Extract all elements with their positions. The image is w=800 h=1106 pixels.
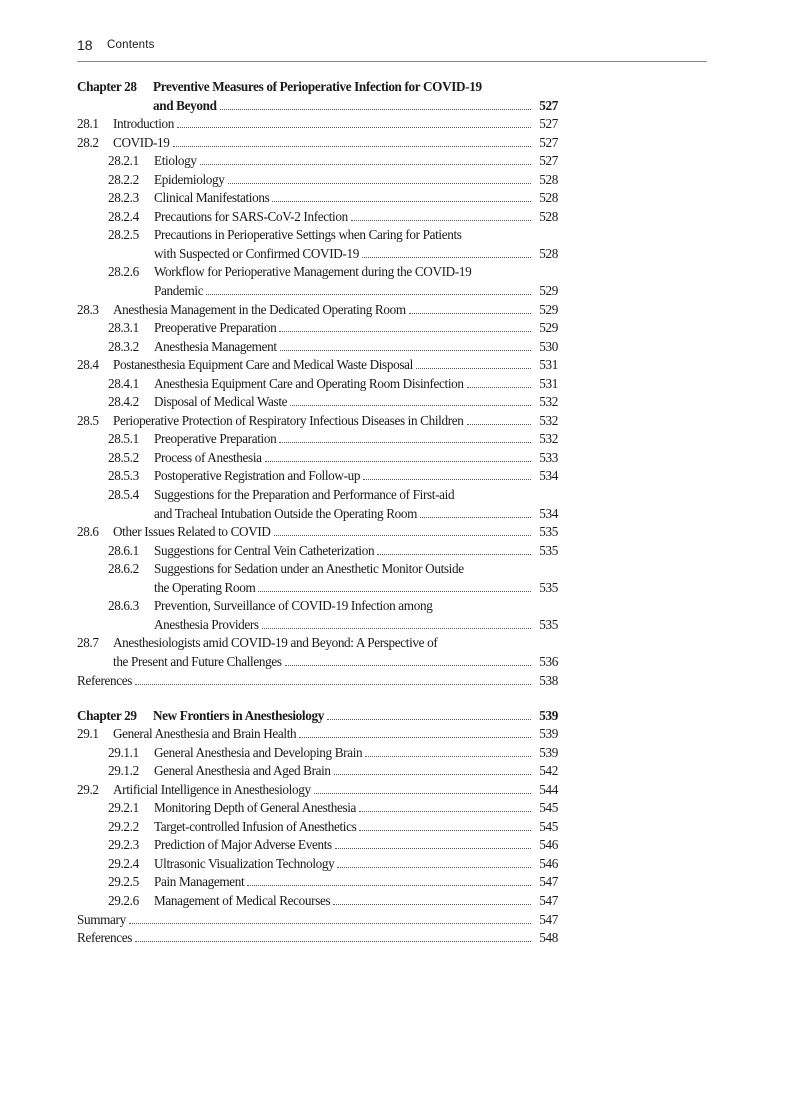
toc-number: 28.7 [77, 635, 99, 651]
toc-page-number: 545 [539, 800, 558, 816]
toc-page-number: 539 [539, 726, 558, 742]
toc-subsection-entry[interactable] [77, 319, 558, 338]
toc-entry[interactable] [77, 911, 558, 930]
toc-title: References [77, 672, 133, 688]
toc-page-number: 545 [539, 818, 558, 834]
dot-leader [365, 756, 531, 757]
toc-title: Workflow for Perioperative Management during the COVID-19 [154, 264, 472, 280]
toc-number: 28.1 [77, 116, 99, 132]
toc-title: Target-controlled Infusion of Anesthetics [154, 818, 357, 834]
toc-title: Pain Management [154, 874, 245, 890]
toc-subsection-entry[interactable] [77, 245, 558, 264]
chapter-spacer [77, 690, 558, 707]
toc-number: 28.5 [77, 412, 99, 428]
dot-leader [359, 830, 531, 831]
dot-leader [258, 591, 531, 592]
toc-chapter-entry[interactable] [77, 707, 558, 726]
toc-number: 28.2.5 [108, 227, 139, 243]
toc-subsection-entry[interactable] [77, 597, 558, 616]
toc-title: Precautions for SARS-CoV-2 Infection [154, 208, 348, 224]
toc-page-number: 535 [539, 524, 558, 540]
toc-title: Prediction of Major Adverse Events [154, 837, 332, 853]
toc-title: Precautions in Perioperative Settings when Caring for Patients [154, 227, 462, 243]
toc-number: Chapter 28 [77, 79, 137, 94]
toc-page-number: 532 [539, 431, 558, 447]
toc-subsection-entry[interactable] [77, 152, 558, 171]
toc-title: Suggestions for Central Vein Catheterization [154, 542, 375, 558]
toc-page-number: 547 [539, 911, 558, 927]
toc-section-entry[interactable] [77, 301, 558, 320]
toc-subsection-entry[interactable] [77, 430, 558, 449]
dot-leader [177, 127, 531, 128]
toc-section-entry[interactable] [77, 634, 558, 653]
dot-leader [265, 461, 531, 462]
toc-number: 28.6.1 [108, 542, 139, 558]
dot-leader [228, 183, 531, 184]
toc-subsection-entry[interactable] [77, 873, 558, 892]
toc-title: Anesthesia Equipment Care and Operating Room Disinfection [154, 375, 464, 391]
toc-number: 29.1 [77, 726, 99, 742]
toc-title: New Frontiers in Anesthesiology [153, 707, 324, 723]
toc-subsection-entry[interactable] [77, 449, 558, 468]
toc-number: 28.4 [77, 357, 99, 373]
toc-title: Monitoring Depth of General Anesthesia [154, 800, 357, 816]
toc-page-number: 547 [539, 893, 558, 909]
toc-title: Anesthesiologists amid COVID-19 and Beyond: A Perspective of [113, 635, 438, 651]
toc-number: 28.4.2 [108, 394, 139, 410]
toc-title: Preventive Measures of Perioperative Infection for COVID-19 [153, 79, 482, 94]
dot-leader [274, 535, 531, 536]
running-header [77, 37, 707, 62]
toc-number: 29.2.1 [108, 800, 139, 816]
toc-title: Artificial Intelligence in Anesthesiology [113, 781, 311, 797]
toc-title: General Anesthesia and Aged Brain [154, 763, 331, 779]
toc-number: 28.5.4 [108, 487, 139, 503]
toc-title: Perioperative Protection of Respiratory Infectious Diseases in Children [113, 412, 464, 428]
toc-page-number: 546 [539, 837, 558, 853]
toc-title: Preoperative Preparation [154, 320, 277, 336]
toc-number: 29.2.3 [108, 837, 139, 853]
dot-leader [362, 257, 531, 258]
toc-section-entry[interactable] [77, 356, 558, 375]
page-number: 18 [77, 37, 93, 53]
toc-section-entry[interactable] [77, 134, 558, 153]
dot-leader [337, 867, 531, 868]
toc-number: 28.6.3 [108, 598, 139, 614]
toc-page-number: 536 [539, 653, 558, 669]
toc-title: Preoperative Preparation [154, 431, 277, 447]
dot-leader [279, 442, 531, 443]
dot-leader [129, 923, 531, 924]
dot-leader [420, 517, 531, 518]
toc-number: 29.2.2 [108, 818, 139, 834]
toc-page-number: 532 [539, 412, 558, 428]
toc-page-number: 528 [539, 208, 558, 224]
toc-page-number: 531 [539, 357, 558, 373]
dot-leader [279, 331, 531, 332]
dot-leader [327, 719, 531, 720]
toc-title: Other Issues Related to COVID [113, 524, 271, 540]
toc-page-number: 529 [539, 320, 558, 336]
toc-number: 28.4.1 [108, 375, 139, 391]
toc-subsection-entry[interactable] [77, 855, 558, 874]
toc-number: 29.1.1 [108, 744, 139, 760]
toc-number: 28.2.2 [108, 171, 139, 187]
dot-leader [335, 848, 531, 849]
toc-subsection-entry[interactable] [77, 393, 558, 412]
running-title: Contents [107, 39, 155, 51]
toc-subsection-entry[interactable] [77, 744, 558, 763]
toc-title: Disposal of Medical Waste [154, 394, 288, 410]
toc-title: Ultrasonic Visualization Technology [154, 855, 335, 871]
toc-title: Epidemiology [154, 171, 225, 187]
toc-page-number: 535 [539, 579, 558, 595]
toc-page-number: 529 [539, 283, 558, 299]
toc-title: Introduction [113, 116, 174, 132]
toc-number: 28.6.2 [108, 561, 139, 577]
toc-number: 28.2.6 [108, 264, 139, 280]
dot-leader [416, 368, 531, 369]
toc-subsection-entry[interactable] [77, 282, 558, 301]
toc-number: 29.2.5 [108, 874, 139, 890]
toc-subsection-entry[interactable] [77, 375, 558, 394]
toc-title: Summary [77, 911, 126, 927]
toc-title: Management of Medical Recourses [154, 893, 331, 909]
toc-page-number: 544 [539, 781, 558, 797]
toc-title: and Beyond [153, 97, 217, 113]
toc-section-entry[interactable] [77, 115, 558, 134]
toc-section-entry[interactable] [77, 781, 558, 800]
toc-page-number: 529 [539, 301, 558, 317]
toc-page-number: 527 [539, 153, 558, 169]
dot-leader [173, 146, 531, 147]
dot-leader [359, 811, 531, 812]
toc-title: the Operating Room [154, 579, 256, 595]
toc-page-number: 530 [539, 338, 558, 354]
dot-leader [206, 294, 531, 295]
toc-number: 28.2.4 [108, 208, 139, 224]
toc-page-number: 535 [539, 616, 558, 632]
toc-number: 29.2.4 [108, 855, 139, 871]
toc-subsection-entry[interactable] [77, 762, 558, 781]
toc-title: Anesthesia Management in the Dedicated Operating Room [113, 301, 406, 317]
toc-title: Pandemic [154, 283, 204, 299]
dot-leader [285, 665, 531, 666]
toc-page-number: 542 [539, 763, 558, 779]
toc-page-number: 538 [539, 672, 558, 688]
dot-leader [467, 387, 531, 388]
toc-title: Clinical Manifestations [154, 190, 270, 206]
dot-leader [290, 405, 531, 406]
toc-number: 28.5.1 [108, 431, 139, 447]
toc-page-number: 528 [539, 171, 558, 187]
toc-section-entry[interactable] [77, 412, 558, 431]
toc-title: Anesthesia Management [154, 338, 277, 354]
toc-page-number: 539 [539, 707, 558, 723]
toc-page-number: 534 [539, 505, 558, 521]
toc-title: Prevention, Surveillance of COVID-19 Infection among [154, 598, 433, 614]
toc-chapter-entry[interactable] [77, 78, 558, 97]
dot-leader [409, 313, 531, 314]
toc-title: References [77, 930, 133, 946]
toc-subsection-entry[interactable] [77, 208, 558, 227]
toc-title: General Anesthesia and Developing Brain [154, 744, 363, 760]
dot-leader [200, 164, 531, 165]
toc-title: Process of Anesthesia [154, 449, 262, 465]
toc-chapter-entry[interactable] [77, 97, 558, 116]
toc-page-number: 528 [539, 245, 558, 261]
toc-subsection-entry[interactable] [77, 542, 558, 561]
toc-page-number: 535 [539, 542, 558, 558]
toc-subsection-entry[interactable] [77, 263, 558, 282]
toc-subsection-entry[interactable] [77, 836, 558, 855]
toc-number: Chapter 29 [77, 707, 137, 723]
toc-subsection-entry[interactable] [77, 892, 558, 911]
toc-title: Suggestions for Sedation under an Anesthetic Monitor Outside [154, 561, 464, 577]
toc-title: COVID-19 [113, 134, 170, 150]
toc-title: General Anesthesia and Brain Health [113, 726, 297, 742]
toc-title: and Tracheal Intubation Outside the Operating Room [154, 505, 418, 521]
toc-page-number: 528 [539, 190, 558, 206]
toc-title: Suggestions for the Preparation and Performance of First-aid [154, 487, 455, 503]
toc-subsection-entry[interactable] [77, 799, 558, 818]
toc-number: 28.3 [77, 301, 99, 317]
dot-leader [299, 737, 531, 738]
toc-section-entry[interactable] [77, 653, 558, 672]
toc-entry[interactable] [77, 672, 558, 691]
toc-title: Anesthesia Providers [154, 616, 259, 632]
dot-leader [314, 793, 531, 794]
toc-subsection-entry[interactable] [77, 171, 558, 190]
toc-title: the Present and Future Challenges [113, 653, 282, 669]
dot-leader [334, 774, 531, 775]
toc-page-number: 534 [539, 468, 558, 484]
dot-leader [135, 941, 531, 942]
toc-subsection-entry[interactable] [77, 616, 558, 635]
dot-leader [377, 554, 531, 555]
toc-page-number: 546 [539, 855, 558, 871]
toc-title: Etiology [154, 153, 197, 169]
dot-leader [363, 479, 531, 480]
toc-number: 29.1.2 [108, 763, 139, 779]
toc-number: 28.3.2 [108, 338, 139, 354]
toc-subsection-entry[interactable] [77, 560, 558, 579]
toc-section-entry[interactable] [77, 725, 558, 744]
dot-leader [280, 350, 531, 351]
dot-leader [262, 628, 531, 629]
toc-page-number: 527 [539, 97, 558, 113]
toc-page-number: 539 [539, 744, 558, 760]
toc-subsection-entry[interactable] [77, 338, 558, 357]
table-of-contents [77, 78, 558, 948]
toc-subsection-entry[interactable] [77, 486, 558, 505]
toc-number: 28.2.3 [108, 190, 139, 206]
toc-number: 28.6 [77, 524, 99, 540]
toc-entry[interactable] [77, 929, 558, 948]
toc-page-number: 533 [539, 449, 558, 465]
toc-title: with Suspected or Confirmed COVID-19 [154, 245, 359, 261]
toc-page-number: 531 [539, 375, 558, 391]
toc-subsection-entry[interactable] [77, 579, 558, 598]
toc-page-number: 547 [539, 874, 558, 890]
dot-leader [135, 684, 531, 685]
toc-title: Postanesthesia Equipment Care and Medical Waste Disposal [113, 357, 413, 373]
toc-number: 28.3.1 [108, 320, 139, 336]
dot-leader [333, 904, 531, 905]
toc-page-number: 532 [539, 394, 558, 410]
toc-subsection-entry[interactable] [77, 226, 558, 245]
toc-subsection-entry[interactable] [77, 467, 558, 486]
toc-page-number: 527 [539, 116, 558, 132]
toc-number: 28.5.3 [108, 468, 139, 484]
toc-subsection-entry[interactable] [77, 189, 558, 208]
toc-subsection-entry[interactable] [77, 505, 558, 524]
toc-number: 28.5.2 [108, 449, 139, 465]
dot-leader [220, 109, 531, 110]
toc-number: 28.2 [77, 134, 99, 150]
toc-subsection-entry[interactable] [77, 818, 558, 837]
toc-number: 29.2 [77, 781, 99, 797]
toc-page-number: 548 [539, 930, 558, 946]
dot-leader [467, 424, 531, 425]
toc-number: 29.2.6 [108, 893, 139, 909]
dot-leader [247, 885, 531, 886]
toc-number: 28.2.1 [108, 153, 139, 169]
toc-section-entry[interactable] [77, 523, 558, 542]
toc-title: Postoperative Registration and Follow-up [154, 468, 361, 484]
dot-leader [351, 220, 531, 221]
toc-page-number: 527 [539, 134, 558, 150]
dot-leader [272, 201, 531, 202]
